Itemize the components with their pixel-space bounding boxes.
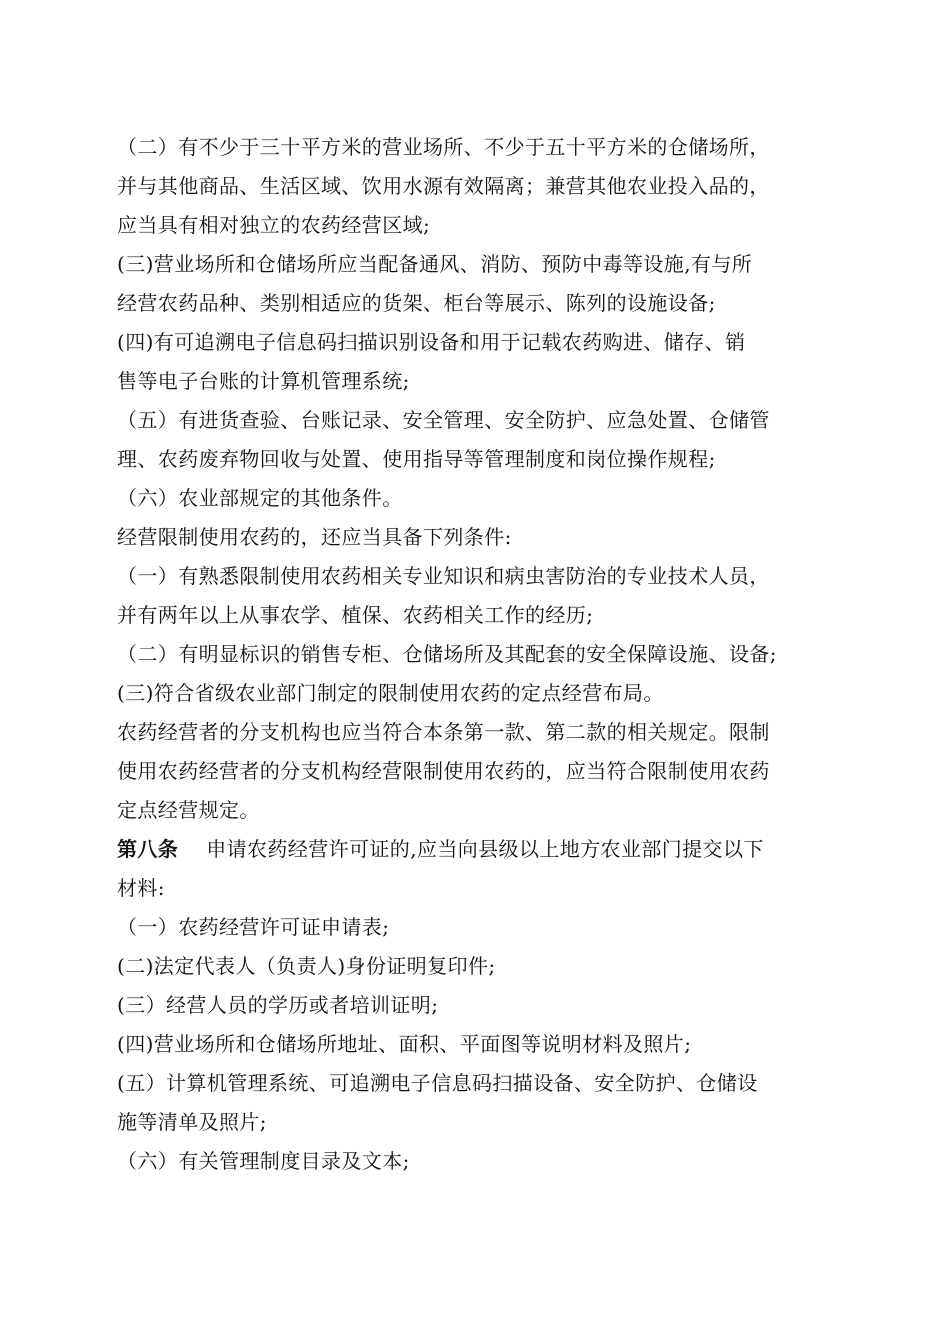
text-line: (四)营业场所和仓储场所地址、面积、平面图等说明材料及照片; [117, 1032, 692, 1056]
text-line: （六）农业部规定的其他条件。 [117, 486, 403, 510]
text-line: （六）有关管理制度目录及文本; [117, 1149, 410, 1173]
text-line: 材料: [117, 876, 165, 900]
text-line: 并有两年以上从事农学、植保、农药相关工作的经历; [117, 603, 594, 627]
text-line: 使用农药经营者的分支机构经营限制使用农药的，应当符合限制使用农药 [117, 759, 770, 783]
article-8-line [117, 830, 837, 869]
text-line: 售等电子台账的计算机管理系统; [117, 369, 410, 393]
text-line: 施等清单及照片; [117, 1110, 267, 1134]
text-line: 经营农药品种、类别相适应的货架、柜台等展示、陈列的设施设备; [117, 291, 716, 315]
text-line: （五）有进货查验、台账记录、安全管理、安全防护、应急处置、仓储管 [117, 408, 770, 432]
text-line: (三)营业场所和仓储场所应当配备通风、消防、预防中毒等设施,有与所 [117, 252, 753, 276]
document-body [117, 128, 837, 1181]
text-line: （二）有明显标识的销售专柜、仓储场所及其配套的安全保障设施、设备; [117, 642, 777, 666]
text-line: (五）计算机管理系统、可追溯电子信息码扫描设备、安全防护、仓储设 [117, 1071, 758, 1095]
text-line: 理、农药废弃物回收与处置、使用指导等管理制度和岗位操作规程; [117, 447, 716, 471]
text-line: （一）农药经营许可证申请表; [117, 915, 390, 939]
text-line: (二)法定代表人（负责人)身份证明复印件; [117, 954, 496, 978]
text-line: (三）经营人员的学历或者培训证明; [117, 993, 439, 1017]
text-line: (三)符合省级农业部门制定的限制使用农药的定点经营布局。 [117, 681, 664, 705]
article-text: 申请农药经营许可证的,应当向县级以上地方农业部门提交以下 [206, 837, 764, 861]
text-line: 应当具有相对独立的农药经营区域; [117, 213, 431, 237]
text-line: 经营限制使用农药的，还应当具备下列条件: [117, 525, 512, 549]
text-line: （一）有熟悉限制使用农药相关专业知识和病虫害防治的专业技术人员， [117, 564, 770, 588]
text-line: 定点经营规定。 [117, 798, 260, 822]
text-line: 农药经营者的分支机构也应当符合本条第一款、第二款的相关规定。限制 [117, 720, 770, 744]
text-line: (四)有可追溯电子信息码扫描识别设备和用于记载农药购进、储存、销 [117, 330, 746, 354]
text-line: 并与其他商品、生活区域、饮用水源有效隔离；兼营其他农业投入品的， [117, 174, 770, 198]
article-heading: 第八条 [117, 837, 179, 861]
text-line: （二）有不少于三十平方米的营业场所、不少于五十平方米的仓储场所， [117, 135, 770, 159]
